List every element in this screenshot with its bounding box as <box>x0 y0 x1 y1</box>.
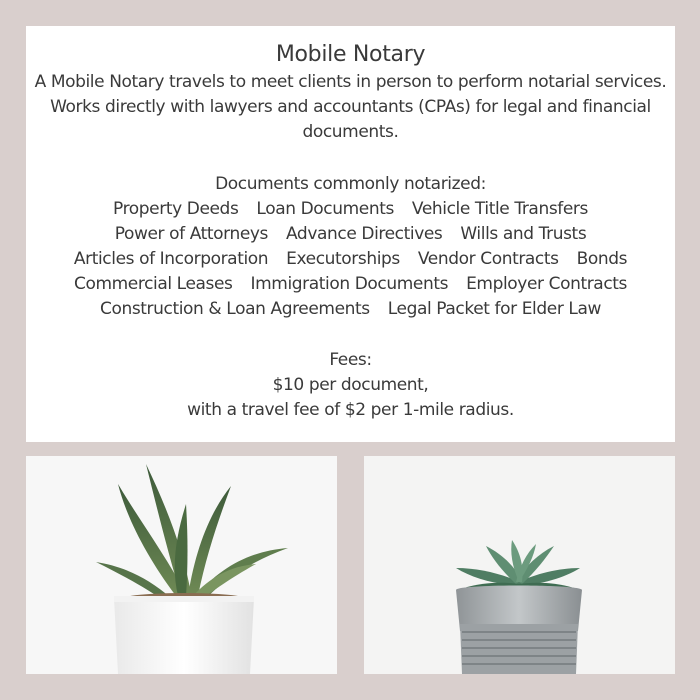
document-item: Vehicle Title Transfers <box>411 199 588 219</box>
fees-line: $10 per document, <box>272 375 429 395</box>
fees-text <box>26 373 675 423</box>
info-card <box>26 26 675 442</box>
document-item: Commercial Leases <box>74 274 233 294</box>
document-item: Construction & Loan Agreements <box>99 299 370 319</box>
succulent-icon <box>364 456 675 674</box>
aloe-plant-photo <box>26 456 337 674</box>
document-item: Property Deeds <box>113 199 239 219</box>
intro-text: A Mobile Notary travels to meet clients in person to perform notarial services. Works directly with lawyers and accountants (CPAs) for legal and financial documents. <box>34 72 667 142</box>
document-item: Executorships <box>286 249 400 269</box>
document-item: Immigration Documents <box>250 274 449 294</box>
document-item: Bonds <box>576 249 628 269</box>
document-item: Vendor Contracts <box>417 249 559 269</box>
document-item: Employer Contracts <box>466 274 627 294</box>
document-item: Articles of Incorporation <box>73 249 269 269</box>
succulent-photo <box>364 456 675 674</box>
document-item: Advance Directives <box>286 224 443 244</box>
page-title: Mobile Notary <box>275 42 426 67</box>
fees-heading: Fees: <box>329 350 372 370</box>
documents-row <box>26 197 675 222</box>
documents-row <box>26 272 675 297</box>
documents-list <box>26 197 675 322</box>
document-item: Legal Packet for Elder Law <box>387 299 601 319</box>
document-item: Power of Attorneys <box>114 224 268 244</box>
documents-row <box>26 222 675 247</box>
documents-heading: Documents commonly notarized: <box>215 174 486 194</box>
documents-row <box>26 247 675 272</box>
document-item: Loan Documents <box>256 199 394 219</box>
documents-row <box>26 297 675 322</box>
aloe-plant-icon <box>26 456 337 674</box>
fees-line: with a travel fee of $2 per 1-mile radius. <box>187 400 514 420</box>
document-item: Wills and Trusts <box>460 224 587 244</box>
